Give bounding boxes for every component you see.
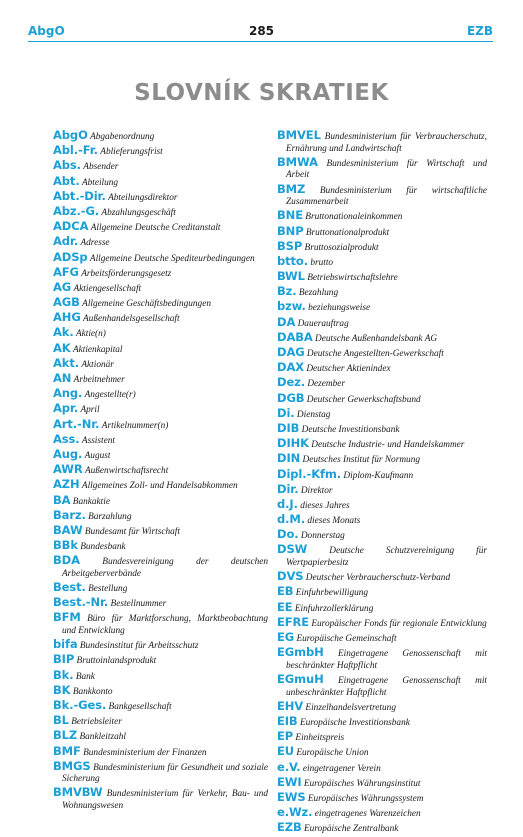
entry-abbreviation: Ang. <box>53 386 83 401</box>
entry-definition: Einfuhrzollerklärung <box>294 603 374 614</box>
entry-definition: Bankgesellschaft <box>108 701 172 712</box>
entry-definition: Europäische Gemeinschaft <box>296 634 397 644</box>
dictionary-entry <box>277 210 487 224</box>
entry-definition: Aktiengesellschaft <box>73 283 142 294</box>
entry-definition: Bundesministerium für wirtschaftliche Zusammenarbeit <box>286 185 488 208</box>
dictionary-entry <box>53 236 268 250</box>
dictionary-entry <box>277 362 487 376</box>
entry-abbreviation: Di. <box>277 405 295 420</box>
entry-definition: Europäischer Fonds für regionale Entwicklung <box>311 618 487 629</box>
entry-definition: eingetragenes Warenzeichen <box>314 809 421 820</box>
entry-definition: Arbeitsförderungsgesetz <box>81 268 172 279</box>
entry-abbreviation: EP <box>277 729 294 744</box>
entry-definition: Deutsche Investitionsbank <box>301 424 400 435</box>
entry-abbreviation: BFM <box>53 610 81 625</box>
dictionary-entry <box>53 787 268 812</box>
dictionary-entry <box>277 789 487 806</box>
dictionary-entry <box>53 388 268 402</box>
entry-abbreviation: DAG <box>277 345 305 360</box>
entry-abbreviation: AbgO <box>53 128 88 142</box>
entry-abbreviation: EHV <box>277 698 304 713</box>
entry-definition: Europäisches Währungsinstitut <box>303 778 421 789</box>
entry-definition: Eingetragene Genossenschaft mit unbeschränkter Haftpflicht <box>286 675 488 698</box>
entry-abbreviation: BK <box>53 682 71 697</box>
entry-abbreviation: DAX <box>277 360 305 375</box>
entry-abbreviation: EWI <box>277 774 302 789</box>
entry-abbreviation: BMZ <box>277 181 306 196</box>
dictionary-entry <box>277 253 487 270</box>
dictionary-entry <box>277 347 487 361</box>
entry-definition: Abteilungsdirektor <box>108 192 178 203</box>
entry-definition: brutto <box>310 257 334 268</box>
entry-abbreviation: e.Wz. <box>277 805 313 820</box>
entry-definition: Europäische Investitionsbank <box>299 717 410 728</box>
dictionary-entry <box>277 329 487 346</box>
entry-abbreviation: BLZ <box>53 728 78 743</box>
page-number: 285 <box>248 24 275 38</box>
entry-abbreviation: AG <box>53 279 72 294</box>
entry-abbreviation: DA <box>277 314 296 329</box>
entry-abbreviation: bzw. <box>277 299 306 314</box>
entry-abbreviation: Adr. <box>53 234 79 249</box>
running-head-right: EZB <box>466 24 493 38</box>
dictionary-entry <box>277 377 487 391</box>
entry-definition: Deutsche Angestellten-Gewerkschaft <box>306 349 444 360</box>
entry-abbreviation: BL <box>53 713 69 728</box>
entry-abbreviation: AFG <box>53 264 79 279</box>
entry-definition: Bruttonationalprodukt <box>305 227 390 238</box>
entry-abbreviation: DSW <box>277 542 308 557</box>
dictionary-entry <box>53 327 268 341</box>
dictionary-entry <box>53 522 268 539</box>
entry-abbreviation: DVS <box>277 569 304 584</box>
entry-definition: Abgabenordnung <box>90 132 155 142</box>
dictionary-entry <box>53 203 268 220</box>
entry-abbreviation: BIP <box>53 652 75 667</box>
entry-definition: Außenhandelsgesellschaft <box>83 314 180 325</box>
dictionary-entry <box>53 464 268 478</box>
dictionary-entry <box>53 279 268 296</box>
dictionary-entry <box>53 492 268 509</box>
entry-definition: Bundesbank <box>80 542 126 553</box>
entry-definition: Dienstag <box>296 409 331 420</box>
dictionary-entry <box>53 639 268 653</box>
entry-definition: Angestellte(r) <box>84 390 136 401</box>
entry-abbreviation: Best. <box>53 580 86 595</box>
entry-definition: Bankleitzahl <box>79 732 126 743</box>
dictionary-entry <box>277 529 487 543</box>
dictionary-entry <box>277 731 487 745</box>
entry-abbreviation: BMVEL <box>277 128 321 142</box>
entry-abbreviation: BA <box>53 492 71 507</box>
entry-abbreviation: AK <box>53 340 71 355</box>
entry-abbreviation: BNE <box>277 208 303 223</box>
entry-definition: Dauerauftrag <box>297 318 349 329</box>
entry-abbreviation: Akt. <box>53 355 80 370</box>
entry-abbreviation: Abt. <box>53 173 80 188</box>
dictionary-entry <box>53 682 268 699</box>
entry-definition: Allgemeine Geschäftsbedingungen <box>82 299 211 310</box>
entry-definition: Außenwirtschaftsrecht <box>84 466 169 477</box>
entry-definition: Bundesvereinigung der deutschen Arbeitgeberverbände <box>62 557 268 579</box>
entry-definition: Diplom-Kaufmann <box>343 470 414 481</box>
dictionary-entry <box>277 614 487 631</box>
dictionary-entry <box>277 390 487 407</box>
dictionary-entry <box>277 713 487 730</box>
entry-abbreviation: EWS <box>277 789 306 804</box>
entry-definition: Bundesministerium für Gesundheit und soziale Sicherung <box>62 762 268 785</box>
entry-definition: Bestellnummer <box>110 599 167 610</box>
running-head-left: AbgO <box>28 24 65 38</box>
dictionary-entry <box>277 586 487 600</box>
dictionary-entry <box>53 130 268 144</box>
entry-definition: Bundesinstitut für Arbeitsschutz <box>79 641 199 652</box>
dictionary-entry <box>53 403 268 417</box>
dictionary-entry <box>53 540 268 554</box>
entry-definition: Allgemeine Deutsche Spediteurbedingungen <box>89 253 255 264</box>
entry-abbreviation: BBk <box>53 538 78 553</box>
entry-definition: Bundesministerium für Verkehr, Bau- und Wohnungswesen <box>62 789 268 812</box>
entry-abbreviation: Bk.-Ges. <box>53 697 107 712</box>
dictionary-entry <box>53 312 268 326</box>
dictionary-entry <box>53 340 268 357</box>
entry-abbreviation: Abz.-G. <box>53 203 100 218</box>
entry-definition: Bundesamt für Wirtschaft <box>84 526 180 537</box>
dictionary-entry <box>53 667 268 684</box>
entry-definition: Bankaktie <box>72 496 110 507</box>
entry-definition: Deutsche Industrie- und Handelskammer <box>311 440 465 451</box>
dictionary-entry <box>277 420 487 437</box>
dictionary-entry <box>53 416 268 433</box>
entry-abbreviation: DIN <box>277 451 301 466</box>
dictionary-entry <box>277 301 487 315</box>
entry-definition: Deutscher Verbraucherschutz-Verband <box>305 573 451 584</box>
dictionary-entry <box>53 173 268 190</box>
entry-abbreviation: EG <box>277 630 295 644</box>
dictionary-entry <box>277 544 487 569</box>
entry-abbreviation: Do. <box>277 527 299 542</box>
entry-definition: Assistent <box>81 435 115 446</box>
entry-abbreviation: bifa <box>53 637 78 652</box>
entry-abbreviation: AGB <box>53 295 80 310</box>
dictionary-entry <box>277 238 487 255</box>
entry-abbreviation: EIB <box>277 713 298 728</box>
entry-abbreviation: d.M. <box>277 512 306 527</box>
entry-definition: Dezember <box>307 379 346 390</box>
dictionary-entry <box>277 130 487 155</box>
entry-definition: Europäische Union <box>296 748 369 759</box>
entry-definition: Aktienkapital <box>72 344 123 355</box>
dictionary-entry <box>277 154 487 182</box>
entry-abbreviation: EGmbH <box>277 645 324 660</box>
dictionary-entry <box>277 481 487 498</box>
dictionary-entry <box>53 612 268 637</box>
entry-abbreviation: AN <box>53 371 72 385</box>
entry-abbreviation: e.V. <box>277 759 301 774</box>
entry-definition: Bestellung <box>88 584 128 595</box>
entry-definition: Bundesministerium für Wirtschaft und Arbeit <box>286 158 487 181</box>
entry-definition: Deutsches Institut für Normung <box>302 455 420 466</box>
entry-definition: Betriebsleiter <box>71 717 122 728</box>
entry-abbreviation: Dir. <box>277 481 299 496</box>
dictionary-entry <box>53 582 268 596</box>
dictionary-entry <box>277 746 487 760</box>
entry-abbreviation: ADCA <box>53 219 89 234</box>
entry-abbreviation: ADSp <box>53 249 88 264</box>
dictionary-entry <box>53 145 268 159</box>
entry-abbreviation: EGmuH <box>277 671 324 686</box>
dictionary-entry <box>53 730 268 744</box>
entry-definition: Europäische Zentralbank <box>304 824 399 835</box>
dictionary-entry <box>277 466 487 483</box>
entry-definition: Einfuhrbewilligung <box>295 588 369 599</box>
entry-abbreviation: Aug. <box>53 446 83 461</box>
dictionary-entry <box>53 507 268 524</box>
dictionary-entry <box>277 671 488 699</box>
entry-abbreviation: btto. <box>277 253 308 268</box>
entry-abbreviation: Ak. <box>53 325 74 340</box>
dictionary-entry <box>277 632 487 646</box>
entry-abbreviation: EU <box>277 744 294 759</box>
dictionary-entry <box>53 743 268 760</box>
entry-abbreviation: AHG <box>53 310 81 325</box>
entry-abbreviation: BDA <box>53 553 80 568</box>
dictionary-entry <box>277 271 487 285</box>
entry-definition: Betriebswirtschaftslehre <box>307 273 398 284</box>
dictionary-entry <box>277 453 487 467</box>
entry-abbreviation: BMF <box>53 743 81 758</box>
dictionary-entry <box>53 446 268 463</box>
entry-definition: Deutsche Außenhandelsbank AG <box>315 333 438 344</box>
dictionary-entry <box>53 431 268 448</box>
entry-definition: Barzahlung <box>88 511 132 522</box>
dictionary-entry <box>277 822 487 836</box>
entry-abbreviation: BMVBW <box>53 785 103 800</box>
entry-definition: Bruttonationaleinkommen <box>305 212 403 223</box>
entry-abbreviation: DIB <box>277 420 300 435</box>
entry-abbreviation: BAW <box>53 522 83 537</box>
entry-definition: Deutscher Gewerkschaftsbund <box>306 394 421 405</box>
header-rule <box>28 41 493 42</box>
entry-abbreviation: Dipl.-Kfm. <box>277 466 342 481</box>
entry-abbreviation: EB <box>277 584 294 599</box>
entry-definition: April <box>80 405 100 416</box>
dictionary-entry <box>53 264 268 281</box>
dictionary-entry <box>277 496 487 513</box>
entry-definition: Einzelhandelsvertretung <box>305 702 396 713</box>
entry-definition: Einheitspreis <box>295 733 345 744</box>
entry-abbreviation: EZB <box>277 820 302 835</box>
dictionary-entry <box>277 759 487 776</box>
abbreviation-column-left <box>53 130 268 814</box>
dictionary-entry <box>277 698 487 715</box>
entry-abbreviation: Ass. <box>53 431 80 446</box>
entry-abbreviation: EFRE <box>277 614 310 629</box>
entry-abbreviation: DABA <box>277 329 313 344</box>
entry-abbreviation: BNP <box>277 223 304 238</box>
dictionary-entry <box>277 599 487 616</box>
dictionary-entry <box>277 181 488 209</box>
dictionary-entry <box>53 555 268 580</box>
entry-abbreviation: d.J. <box>277 496 298 511</box>
entry-definition: Allgemeines Zoll- und Handelsabkommen <box>81 481 238 492</box>
entry-abbreviation: AWR <box>53 462 83 477</box>
entry-definition: Absender <box>83 162 119 173</box>
entry-definition: Bankkonto <box>72 686 113 697</box>
dictionary-entry <box>53 597 268 611</box>
entry-abbreviation: Abs. <box>53 158 81 173</box>
entry-definition: Deutsche Schutzvereinigung für Wertpapierbesitz <box>286 546 488 569</box>
dictionary-entry <box>53 221 268 235</box>
entry-abbreviation: DGB <box>277 390 305 405</box>
dictionary-entry <box>277 807 487 821</box>
entry-abbreviation: Best.-Nr. <box>53 595 109 610</box>
dictionary-entry <box>277 223 487 240</box>
dictionary-entry <box>53 715 268 729</box>
entry-abbreviation: Bk. <box>53 667 74 682</box>
dictionary-entry <box>53 654 268 668</box>
entry-abbreviation: Art.-Nr. <box>53 416 100 431</box>
dictionary-entry <box>53 758 268 786</box>
entry-definition: Ablieferungsfrist <box>100 147 163 158</box>
dictionary-entry <box>53 373 268 387</box>
dictionary-entry <box>53 697 268 714</box>
entry-definition: Deutscher Aktienindex <box>306 364 391 375</box>
entry-abbreviation: EE <box>277 599 293 614</box>
dictionary-entry <box>53 188 268 205</box>
entry-definition: Bruttosozialprodukt <box>304 242 379 253</box>
entry-definition: dieses Monats <box>307 516 361 527</box>
entry-abbreviation: BMWA <box>277 154 318 169</box>
page-title: SLOVNÍK SKRATIEK <box>134 80 389 106</box>
dictionary-entry <box>277 571 487 585</box>
dictionary-entry <box>277 314 487 331</box>
entry-definition: Allgemeine Deutsche Creditanstalt <box>90 223 221 234</box>
entry-definition: Donnerstag <box>300 531 345 542</box>
entry-definition: Direktor <box>300 485 333 496</box>
entry-definition: Aktionär <box>81 359 114 370</box>
entry-definition: Bezahlung <box>298 288 339 299</box>
entry-definition: Adresse <box>80 238 110 249</box>
entry-abbreviation: AZH <box>53 477 80 492</box>
dictionary-entry <box>277 405 487 422</box>
dictionary-entry <box>53 479 268 493</box>
dictionary-entry <box>53 297 268 311</box>
entry-definition: Abteilung <box>81 177 119 188</box>
entry-definition: Aktie(n) <box>75 329 106 340</box>
entry-abbreviation: BSP <box>277 238 303 253</box>
entry-definition: Abzahlungsgeschäft <box>101 207 176 218</box>
entry-definition: Europäisches Währungssystem <box>307 793 424 804</box>
dictionary-entry <box>53 160 268 174</box>
entry-definition: dieses Jahres <box>300 500 350 511</box>
dictionary-entry <box>277 774 487 791</box>
abbreviation-column-right <box>277 130 487 837</box>
entry-abbreviation: DIHK <box>277 436 309 451</box>
entry-abbreviation: BMGS <box>53 758 91 773</box>
entry-abbreviation: Abt.-Dir. <box>53 188 106 203</box>
dictionary-entry <box>277 286 487 300</box>
entry-definition: Büro für Marktforschung, Marktbeobachtung und Entwicklung <box>62 614 269 636</box>
entry-definition: eingetragener Verein <box>302 763 381 774</box>
entry-abbreviation: Bz. <box>277 284 297 299</box>
dictionary-entry <box>53 249 268 266</box>
entry-definition: August <box>84 450 111 461</box>
entry-definition: Artikelnummer(n) <box>101 420 169 431</box>
entry-abbreviation: BWL <box>277 269 305 284</box>
entry-definition: Arbeitnehmer <box>73 375 125 385</box>
entry-definition: Bundesministerium der Finanzen <box>83 747 207 758</box>
entry-abbreviation: Barz. <box>53 507 86 522</box>
entry-definition: Bank <box>75 671 95 682</box>
dictionary-entry <box>277 438 487 452</box>
entry-definition: Bundesministerium für Verbraucherschutz, Ernährung und Landwirtschaft <box>286 132 487 154</box>
entry-definition: Bruttoinlandsprodukt <box>76 656 157 667</box>
entry-abbreviation: Apr. <box>53 401 79 416</box>
entry-abbreviation: Abl.-Fr. <box>53 143 98 158</box>
entry-definition: beziehungsweise <box>308 303 371 314</box>
dictionary-entry <box>277 647 487 672</box>
dictionary-entry <box>277 514 487 528</box>
entry-abbreviation: Dez. <box>277 375 306 390</box>
entry-definition: Eingetragene Genossenschaft mit beschränkter Haftpflicht <box>286 649 488 671</box>
dictionary-entry <box>53 355 268 372</box>
